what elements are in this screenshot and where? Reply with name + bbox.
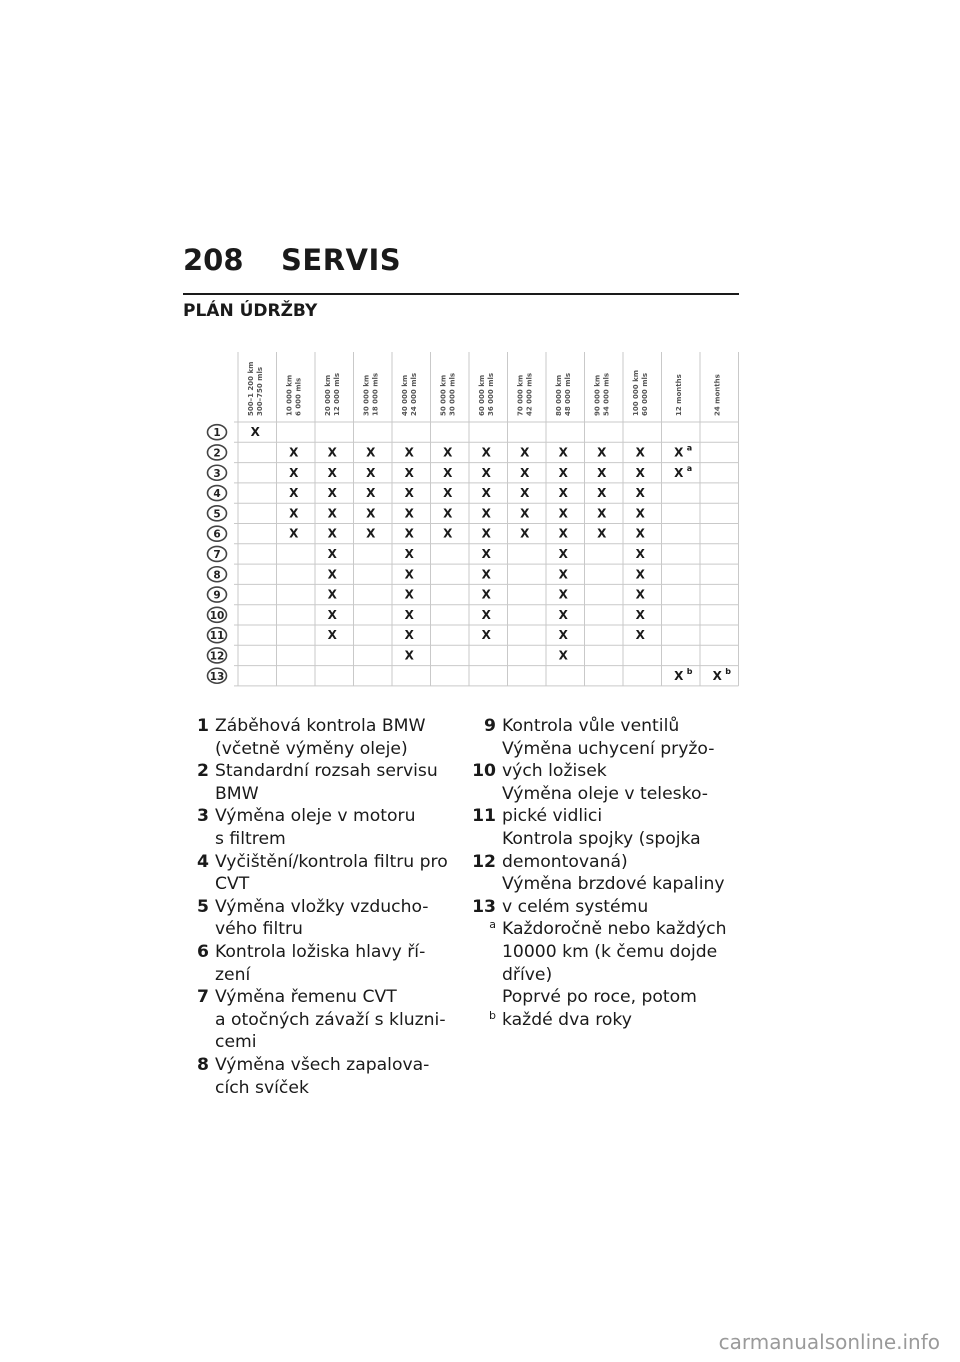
row-number: 6: [213, 528, 221, 541]
row-number: 5: [213, 508, 221, 521]
legend-item-line: [178, 941, 448, 964]
service-mark: X: [366, 526, 376, 541]
column-header: 500–1 200 km: [246, 361, 255, 416]
legend-item-number: [178, 964, 215, 987]
legend-item-text: s filtrem: [215, 828, 286, 849]
row-number-badge: [208, 628, 227, 643]
legend-item-text: Každoročně nebo každých: [502, 919, 727, 940]
service-mark: X: [327, 445, 337, 460]
legend-item-number: 6: [197, 941, 209, 962]
service-mark: X: [597, 465, 607, 480]
service-mark: X: [635, 506, 645, 521]
legend-item-text: a otočných závaží s kluzni-: [215, 1009, 446, 1030]
row-number-badge: [208, 506, 227, 521]
service-mark: X: [558, 587, 568, 602]
legend-item-text: v celém systému: [502, 896, 649, 917]
legend-item-number: 7: [197, 987, 209, 1008]
service-mark: X: [674, 465, 684, 480]
legend-item-line: [178, 986, 448, 1009]
legend-item-line: [178, 873, 448, 896]
legend-item-number: 12: [472, 851, 496, 872]
legend-item-number: [465, 873, 502, 896]
service-mark: X: [635, 546, 645, 561]
row-number: 7: [213, 548, 221, 561]
service-mark: X: [327, 587, 337, 602]
legend-item-number: [465, 986, 502, 1009]
legend-item-text: Výměna oleje v motoru: [215, 806, 416, 827]
legend-item-line: [178, 896, 448, 919]
service-mark: X: [635, 587, 645, 602]
legend-right: [465, 715, 735, 1031]
column-header: 300–750 mls: [255, 366, 264, 416]
maintenance-table: [198, 352, 731, 692]
service-mark: X: [404, 607, 414, 622]
service-mark: X: [404, 465, 414, 480]
column-header: 50 000 km: [439, 374, 448, 416]
legend-item-number: 9: [484, 716, 496, 736]
service-mark: X: [712, 668, 722, 683]
legend-item-number: 5: [197, 896, 209, 917]
legend-item-text: Kontrola ložiska hlavy ří-: [215, 941, 426, 962]
row-number-badge: [208, 465, 227, 480]
legend-item-number: [178, 1009, 215, 1032]
legend-item-line: [178, 828, 448, 851]
chapter-title: SERVIS: [281, 243, 402, 277]
column-header: 10 000 km: [285, 374, 294, 416]
legend-item-text: Výměna vložky vzducho-: [215, 896, 429, 917]
service-mark: X: [327, 486, 337, 501]
row-number: 11: [209, 630, 225, 643]
service-mark: X: [520, 506, 530, 521]
service-mark: X: [558, 465, 568, 480]
row-number-badge: [208, 567, 227, 582]
legend-item-number: [178, 918, 215, 941]
service-mark: X: [404, 567, 414, 582]
row-number: 10: [209, 609, 225, 622]
service-mark: X: [558, 526, 568, 541]
service-mark: X: [289, 526, 299, 541]
legend-item-text: dříve): [502, 964, 553, 985]
row-number: 8: [213, 569, 221, 582]
column-header: 80 000 km: [554, 374, 563, 416]
service-mark: X: [327, 506, 337, 521]
legend-item-line: [465, 760, 735, 783]
legend-item-number: [465, 783, 502, 806]
legend-item-text: CVT: [215, 874, 250, 895]
legend-item-text: BMW: [215, 783, 259, 804]
legend-item-line: [178, 1077, 448, 1100]
legend-item-text: 10000 km (k čemu dojde: [502, 941, 718, 962]
legend-item-text: pické vidlici: [502, 806, 603, 827]
legend-item-number: [178, 738, 215, 761]
legend-item-number: 8: [197, 1054, 209, 1075]
legend-item-text: cemi: [215, 1032, 257, 1053]
service-mark: X: [481, 486, 491, 501]
service-mark: X: [443, 506, 453, 521]
column-header: 36 000 mls: [486, 372, 495, 416]
legend-item-number: [465, 828, 502, 851]
legend-item-line: [465, 873, 735, 896]
legend-item-text: Vyčištění/kontrola filtru pro: [215, 851, 448, 872]
service-mark-footnote: b: [725, 666, 731, 676]
service-mark: X: [327, 567, 337, 582]
column-header: 30 000 km: [362, 374, 371, 416]
service-mark: X: [366, 445, 376, 460]
legend-item-number: 3: [197, 806, 209, 827]
service-mark: X: [481, 506, 491, 521]
service-mark: X: [327, 607, 337, 622]
legend-item-text: Záběhová kontrola BMW: [215, 716, 426, 736]
column-header: 90 000 km: [593, 374, 602, 416]
row-number: 12: [209, 650, 225, 663]
service-mark: X: [597, 486, 607, 501]
row-number: 2: [213, 447, 221, 460]
service-mark: X: [289, 486, 299, 501]
page-number: 208: [183, 243, 244, 277]
legend-item-number: [465, 738, 502, 761]
column-header: 12 months: [674, 374, 683, 416]
service-mark: X: [404, 587, 414, 602]
service-mark: X: [481, 567, 491, 582]
column-header: 24 months: [713, 374, 722, 416]
section-title: PLÁN ÚDRŽBY: [183, 301, 318, 321]
service-mark: X: [443, 445, 453, 460]
column-header: 6 000 mls: [294, 377, 303, 416]
service-mark: X: [404, 445, 414, 460]
watermark: carmanualsonline.info: [718, 1330, 940, 1354]
column-header: 12 000 mls: [332, 372, 341, 416]
column-header: 40 000 km: [400, 374, 409, 416]
legend-item-line: [465, 896, 735, 919]
service-mark: X: [289, 445, 299, 460]
legend-item-line: [465, 805, 735, 828]
service-mark: X: [327, 546, 337, 561]
column-header: 30 000 mls: [448, 372, 457, 416]
service-mark: X: [558, 506, 568, 521]
row-number-badge: [208, 425, 227, 440]
legend-item-text: Výměna uchycení pryžo-: [502, 738, 715, 759]
legend-item-number: 4: [197, 851, 209, 872]
row-number-badge: [208, 668, 227, 683]
service-mark: X: [558, 445, 568, 460]
service-mark: X: [520, 486, 530, 501]
service-mark: X: [327, 526, 337, 541]
service-mark: X: [597, 445, 607, 460]
service-mark: X: [635, 526, 645, 541]
service-mark: X: [404, 648, 414, 663]
service-mark: X: [366, 465, 376, 480]
service-mark: X: [443, 486, 453, 501]
row-number-badge: [208, 445, 227, 460]
legend-item-text: Standardní rozsah servisu: [215, 761, 438, 782]
row-number-badge: [208, 486, 227, 501]
service-mark: X: [327, 628, 337, 643]
service-mark: X: [481, 465, 491, 480]
legend-item-text: vých ložisek: [502, 761, 607, 782]
legend-item-line: [178, 851, 448, 874]
legend-item-line: [465, 738, 735, 761]
service-mark: X: [520, 465, 530, 480]
row-number-badge: [208, 648, 227, 663]
legend-item-line: [178, 1054, 448, 1077]
service-mark: X: [558, 567, 568, 582]
row-number: 13: [209, 670, 225, 683]
row-number: 9: [213, 589, 221, 602]
legend-item-number: 10: [472, 761, 496, 782]
service-mark: X: [520, 526, 530, 541]
legend-item-line: [178, 918, 448, 941]
column-header: 60 000 mls: [640, 372, 649, 416]
legend-item-number: [178, 1077, 215, 1100]
legend-footnote-marker: a: [489, 918, 496, 932]
legend-item-line: [465, 783, 735, 806]
service-mark: X: [366, 506, 376, 521]
service-mark: X: [404, 628, 414, 643]
legend-item-text: vého filtru: [215, 919, 303, 940]
service-mark: X: [327, 465, 337, 480]
service-mark: X: [404, 546, 414, 561]
service-mark-footnote: b: [686, 666, 693, 676]
row-number-badge: [208, 607, 227, 622]
legend-item-line: [465, 715, 735, 738]
service-mark: X: [289, 465, 299, 480]
legend-item-line: [178, 1031, 448, 1054]
legend-item-line: [178, 964, 448, 987]
service-mark: X: [635, 486, 645, 501]
legend-item-number: 11: [472, 806, 496, 827]
service-mark: X: [443, 526, 453, 541]
legend-item-number: [178, 873, 215, 896]
legend-item-line: [178, 760, 448, 783]
legend-item-line: [465, 964, 735, 987]
service-mark: X: [366, 486, 376, 501]
legend-item-text: Výměna řemenu CVT: [215, 987, 397, 1008]
row-number: 3: [213, 467, 221, 480]
service-mark: X: [597, 526, 607, 541]
header-rule: [183, 293, 739, 295]
legend-item-number: [465, 964, 502, 987]
service-mark-footnote: a: [686, 443, 693, 453]
service-mark: X: [674, 668, 684, 683]
legend-left: [178, 715, 448, 1099]
legend-item-line: [178, 783, 448, 806]
column-header: 48 000 mls: [563, 372, 572, 416]
legend-item-line: [465, 941, 735, 964]
column-header: 18 000 mls: [371, 372, 380, 416]
legend-item-line: [178, 738, 448, 761]
column-header: 60 000 km: [477, 374, 486, 416]
legend-item-line: [178, 805, 448, 828]
legend-item-text: cích svíček: [215, 1077, 309, 1098]
legend-item-line: [178, 715, 448, 738]
column-header: 100 000 km: [631, 369, 640, 416]
legend-item-number: [178, 783, 215, 806]
legend-item-number: 1: [197, 716, 209, 736]
service-mark: X: [558, 628, 568, 643]
service-mark: X: [481, 526, 491, 541]
service-mark: X: [404, 506, 414, 521]
legend-item-text: Výměna všech zapalova-: [215, 1054, 430, 1075]
service-mark: X: [404, 526, 414, 541]
legend-item-text: Výměna brzdové kapaliny: [502, 874, 725, 895]
service-mark: X: [404, 486, 414, 501]
service-mark: X: [481, 546, 491, 561]
legend-item-line: [465, 918, 735, 941]
legend-item-line: [465, 828, 735, 851]
service-mark: X: [635, 445, 645, 460]
legend-item-number: 2: [197, 761, 209, 782]
service-mark: X: [481, 445, 491, 460]
legend-item-text: (včetně výměny oleje): [215, 738, 408, 759]
column-header: 20 000 km: [323, 374, 332, 416]
service-mark: X: [481, 607, 491, 622]
legend-item-text: Kontrola vůle ventilů: [502, 716, 680, 736]
legend-item-text: Kontrola spojky (spojka: [502, 828, 701, 849]
column-header: 42 000 mls: [525, 372, 534, 416]
maintenance-table-svg: [198, 352, 731, 688]
column-header: 54 000 mls: [602, 372, 611, 416]
service-mark: X: [558, 607, 568, 622]
service-mark: X: [597, 506, 607, 521]
service-mark: X: [674, 445, 684, 460]
service-mark: X: [558, 546, 568, 561]
legend-item-text: každé dva roky: [502, 1009, 632, 1030]
service-mark: X: [481, 587, 491, 602]
column-header: 70 000 km: [516, 374, 525, 416]
legend-item-line: [178, 1009, 448, 1032]
legend-item-text: zení: [215, 964, 251, 985]
legend-item-line: [465, 986, 735, 1009]
service-mark: X: [635, 465, 645, 480]
service-mark: X: [635, 567, 645, 582]
legend-item-number: [178, 1031, 215, 1054]
legend-item-text: Výměna oleje v telesko-: [502, 783, 708, 804]
row-number-badge: [208, 546, 227, 561]
column-header: 24 000 mls: [409, 372, 418, 416]
service-mark-footnote: a: [686, 463, 693, 473]
service-mark: X: [250, 425, 260, 440]
legend-item-number: [465, 941, 502, 964]
service-mark: X: [520, 445, 530, 460]
service-mark: X: [289, 506, 299, 521]
service-mark: X: [481, 628, 491, 643]
legend-footnote-marker: b: [489, 1008, 496, 1022]
row-number-badge: [208, 587, 227, 602]
service-mark: X: [558, 648, 568, 663]
row-number: 4: [213, 488, 221, 501]
legend-item-number: 13: [472, 896, 496, 917]
row-number: 1: [213, 427, 221, 440]
service-mark: X: [558, 486, 568, 501]
legend-item-line: [465, 851, 735, 874]
service-mark: X: [635, 607, 645, 622]
service-mark: X: [635, 628, 645, 643]
legend-item-text: Poprvé po roce, potom: [502, 987, 697, 1008]
legend-item-number: [178, 828, 215, 851]
service-mark: X: [443, 465, 453, 480]
row-number-badge: [208, 526, 227, 541]
legend-item-text: demontovaná): [502, 851, 628, 872]
legend-item-line: [465, 1009, 735, 1032]
